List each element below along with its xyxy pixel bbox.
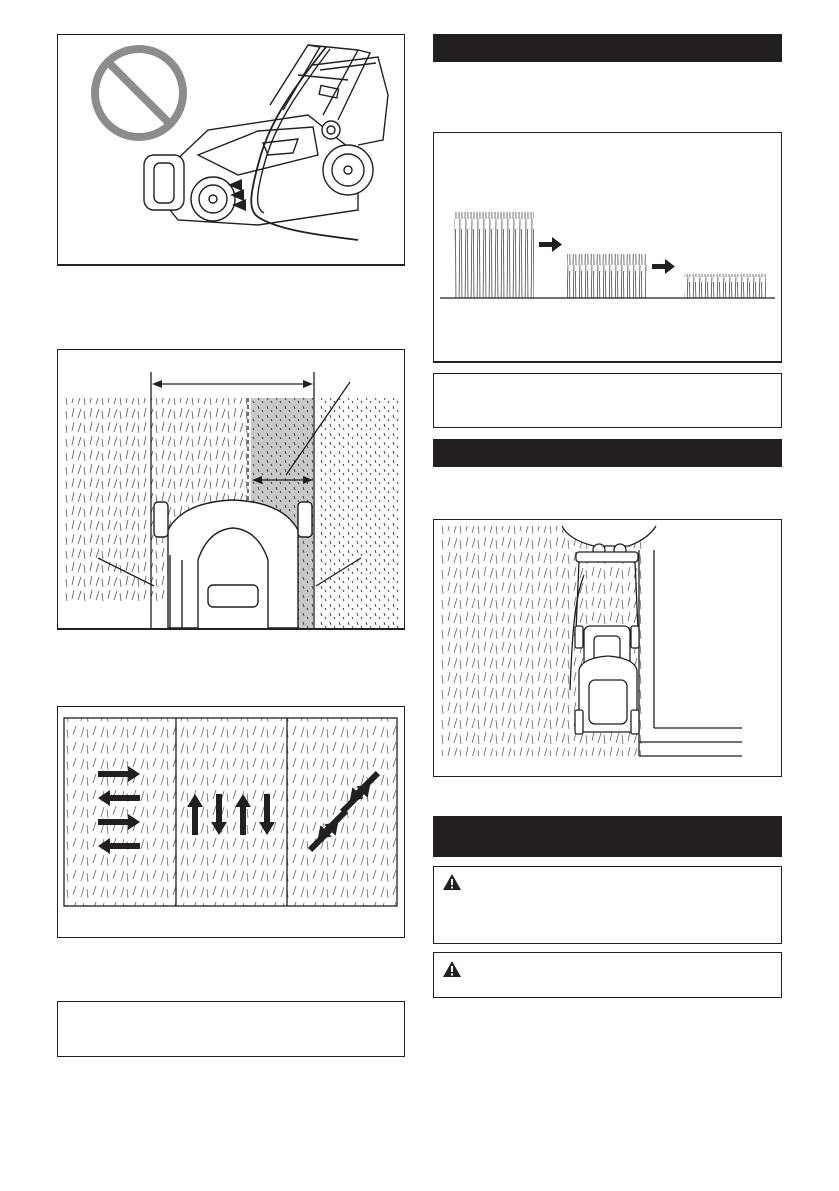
section-header-bar-2 (433, 439, 782, 467)
warning-triangle-icon (443, 874, 461, 890)
medium-grass (567, 254, 647, 298)
mower-cord-illustration (58, 35, 403, 264)
section-header-bar-1 (433, 34, 782, 62)
grass-height-illustration (434, 133, 780, 361)
figure-gradual-height (433, 132, 782, 363)
warning-triangle-icon (443, 961, 461, 977)
short-grass (684, 274, 766, 298)
mower-top-view (154, 500, 312, 628)
figure-edge-mowing (433, 519, 782, 777)
tall-grass (454, 212, 534, 298)
section-header-bar-3 (433, 816, 782, 857)
edge-mowing-illustration (434, 520, 780, 775)
note-box-left (57, 1001, 405, 1057)
figure-cord-under-mower (57, 34, 405, 266)
figure-mowing-patterns (57, 706, 405, 938)
warning-box-2 (433, 952, 782, 998)
mowing-patterns-illustration (58, 707, 403, 936)
overlap-illustration (58, 350, 403, 628)
warning-box-1 (433, 866, 782, 944)
note-box-right (433, 373, 782, 428)
figure-overlap-strip (57, 349, 405, 630)
no-entry-circle-icon (95, 49, 183, 137)
